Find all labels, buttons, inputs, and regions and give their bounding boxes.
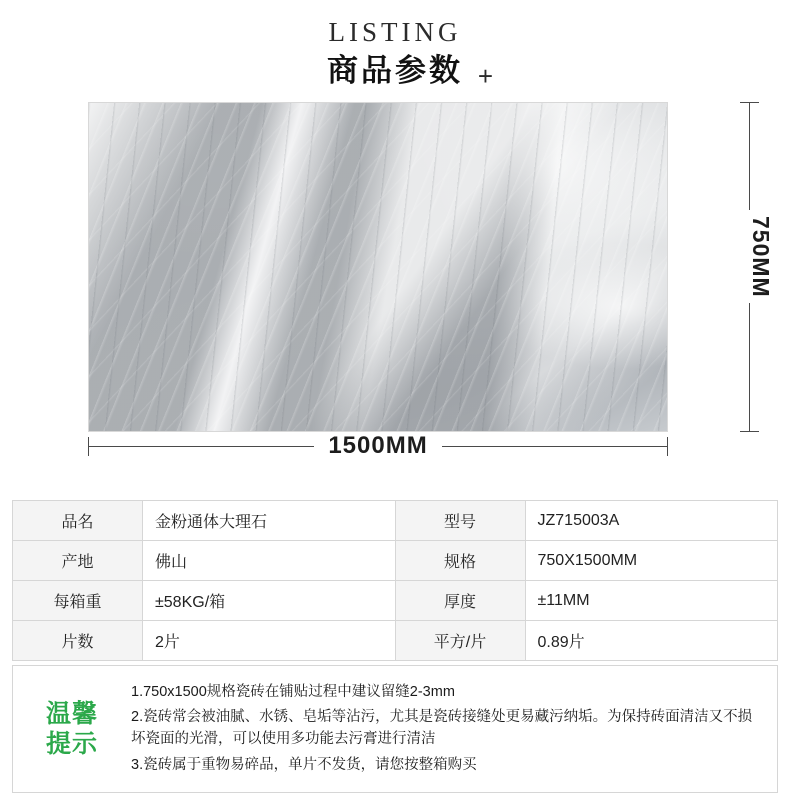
spec-value: JZ715003A [525,501,778,541]
notice-badge-line1: 温馨 [45,699,98,728]
spec-value: 2片 [143,621,396,661]
table-row [13,621,778,661]
marble-texture [89,103,667,431]
dimension-width [88,431,668,472]
spec-key: 品名 [13,501,143,541]
page-title-chinese-wrap [327,52,493,91]
spec-value: 0.89片 [525,621,778,661]
table-row [13,541,778,581]
spec-key: 产地 [13,541,143,581]
spec-key: 片数 [13,621,143,661]
page-title-chinese: 商品参数 [327,52,463,88]
table-row [13,581,778,621]
plus-icon: + [477,60,493,91]
spec-table-wrap [12,500,778,661]
product-image-zone [20,102,774,472]
dimension-width-label: 1500MM [314,432,441,459]
spec-key: 型号 [395,501,525,541]
dimension-width-label-wrap [88,432,668,460]
spec-value: 佛山 [143,541,396,581]
page-header [0,0,790,91]
notice-item: 3.瓷砖属于重物易碎品，单片不发货，请您按整箱购买 [131,756,477,773]
spec-value: ±11MM [525,581,778,621]
spec-key: 厚度 [395,581,525,621]
notice-item: 2.瓷砖常会被油腻、水锈、皂垢等沾污，尤其是瓷砖接缝处更易藏污纳垢。为保持砖面清洁又不损坏瓷面的光滑，可以使用多功能去污膏进行清洁 [131,709,753,747]
spec-table [12,500,778,661]
notice-text-list [131,682,777,777]
table-row [13,501,778,541]
dimension-height-cap-bottom [740,431,759,432]
spec-value: 750X1500MM [525,541,778,581]
product-tile-image [88,102,668,432]
spec-value: ±58KG/箱 [143,581,396,621]
notice-badge [13,699,131,760]
spec-key: 每箱重 [13,581,143,621]
notice-item: 1.750x1500规格瓷砖在铺贴过程中建议留缝2-3mm [131,683,455,700]
dimension-height-cap-top [740,102,759,103]
page-title-english: LISTING [328,17,462,47]
notice-box [12,665,778,793]
spec-key: 规格 [395,541,525,581]
dimension-height [732,102,774,432]
spec-key: 平方/片 [395,621,525,661]
dimension-height-label: 750MM [726,210,774,304]
notice-badge-line2: 提示 [45,730,98,758]
spec-value: 金粉通体大理石 [143,501,396,541]
